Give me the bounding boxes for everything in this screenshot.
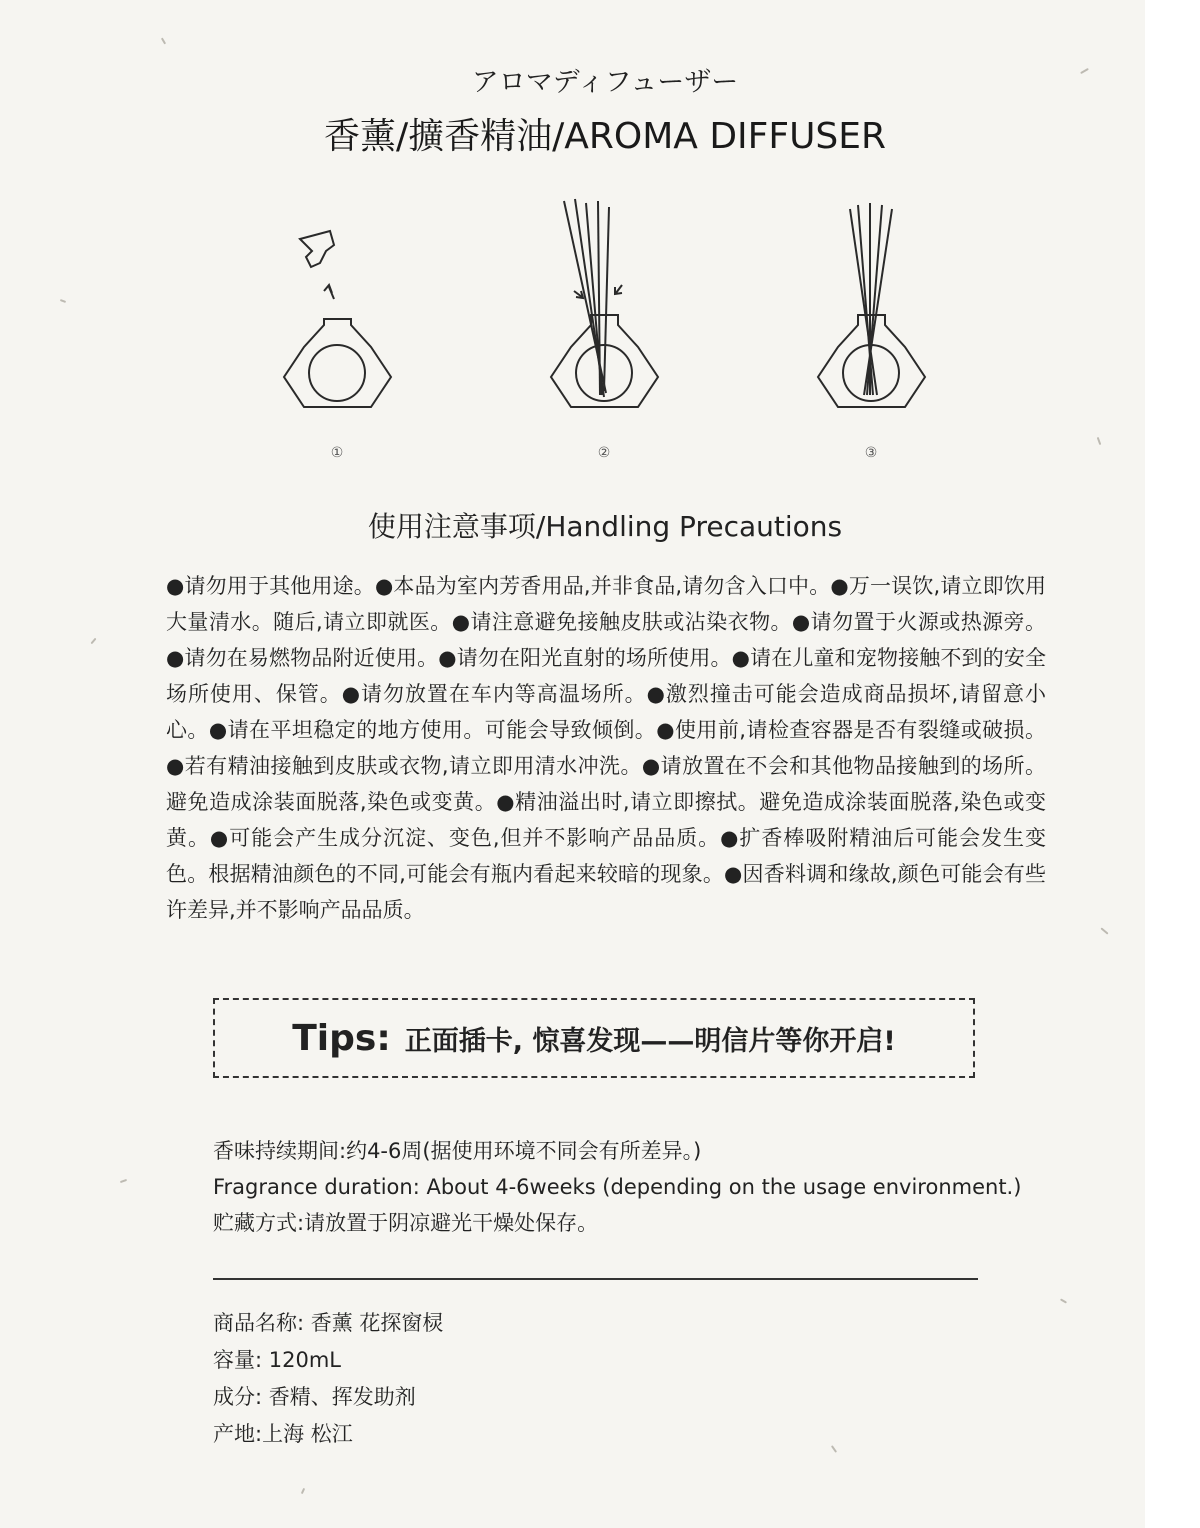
product-title: 香薰/擴香精油/AROMA DIFFUSER bbox=[323, 116, 887, 157]
step-3-number: ③ bbox=[864, 445, 878, 461]
product-origin: 产地:上海 松江 bbox=[213, 1422, 353, 1446]
step-2-bottle-with-reeds-icon bbox=[551, 199, 658, 407]
duration-english: Fragrance duration: About 4-6weeks (depending on the usage environment.) bbox=[213, 1175, 1022, 1199]
tips-box bbox=[213, 998, 975, 1078]
step-1-number: ① bbox=[330, 445, 344, 461]
subtitle-japanese: アロマディフューザー bbox=[471, 67, 739, 98]
product-name: 商品名称: 香薰 花探窗棂 bbox=[213, 1311, 444, 1335]
usage-steps-illustration bbox=[270, 195, 950, 470]
product-ingredients: 成分: 香精、挥发助剂 bbox=[213, 1385, 416, 1409]
page-edge bbox=[1145, 0, 1200, 1528]
tips-text: 正面插卡, 惊喜发现——明信片等你开启! bbox=[404, 1025, 896, 1057]
storage-method: 贮藏方式:请放置于阴凉避光干燥处保存。 bbox=[213, 1211, 599, 1235]
precautions-heading: 使用注意事项/Handling Precautions bbox=[367, 510, 843, 543]
step-3-bottle-with-reeds-icon bbox=[818, 203, 925, 407]
precautions-body: ●请勿用于其他用途。●本品为室内芳香用品,并非食品,请勿含入口中。●万一误饮,请立即饮用大量清水。随后,请立即就医。●请注意避免接触皮肤或沾染衣物。●请勿置于火源或热源旁。●请勿在易燃物品附近使用。●请勿在阳光直射的场所使用。●请在儿童和宠物接触不到的安全场所使用、保管。●请勿放置在车内等高温场所。●激烈撞击可能会造成商品损坏,请留意小心。●请在平坦稳定的地方使用。可能会导致倾倒。●使用前,请检查容器是否有裂缝或破损。●若有精油接触到皮肤或衣物,请立即用清水冲洗。●请放置在不会和其他物品接触到的场所。避免造成涂装面脱落,染色或变黄。●精油溢出时,请立即擦拭。避免造成涂装面脱落,染色或变黄。●可能会产生成分沉淀、变色,但并不影响产品品质。●扩香棒吸附精油后可能会发生变色。根据精油颜色的不同,可能会有瓶内看起来较暗的现象。●因香料调和缘故,颜色可能会有些许差异,并不影响产品品质。 bbox=[166, 574, 1046, 922]
tips-label: Tips: bbox=[292, 1017, 391, 1059]
usage-info bbox=[213, 1133, 1022, 1241]
product-capacity: 容量: 120mL bbox=[213, 1348, 341, 1372]
divider-line bbox=[213, 1278, 978, 1280]
product-details bbox=[213, 1305, 913, 1453]
step-2-number: ② bbox=[597, 445, 611, 461]
step-1-bottle-icon bbox=[284, 231, 391, 407]
duration-chinese: 香味持续期间:约4-6周(据使用环境不同会有所差异。) bbox=[213, 1139, 702, 1163]
